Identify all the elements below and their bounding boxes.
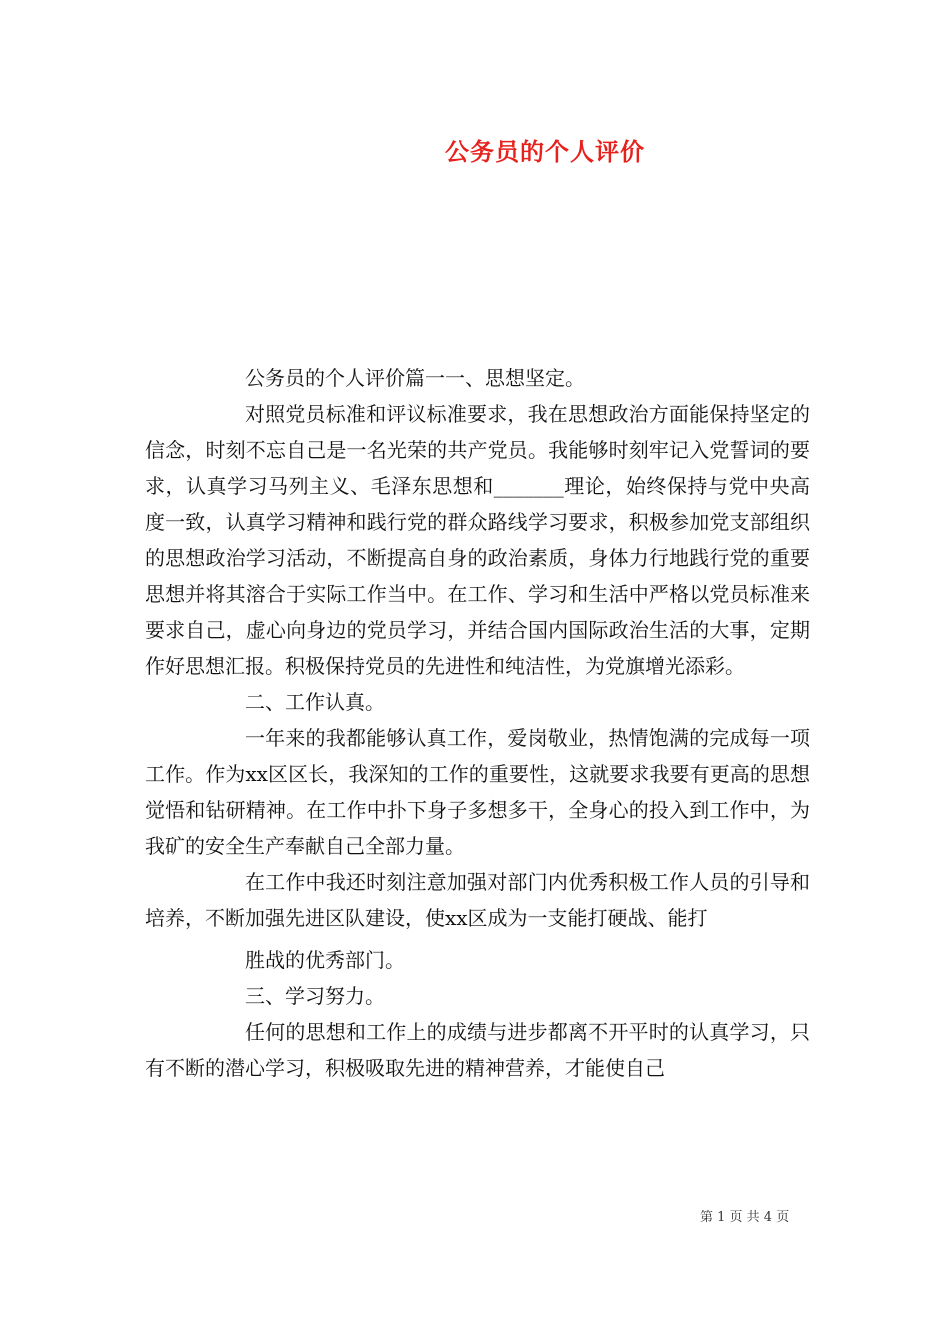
paragraph-6: 胜战的优秀部门。 <box>245 948 405 972</box>
paragraph-4: 一年来的我都能够认真工作，爱岗敬业，热情饱满的完成每一项工作。作为xx区区长，我深知的工作的重要性，这就要求我要有更高的思想觉悟和钻研精神。在工作中扑下身子多想多干，全身心的投入到工作中，为我矿的安全生产奉献自己全部力量。 <box>145 726 810 858</box>
paragraph-3: 二、工作认真。 <box>245 690 385 714</box>
paragraph-1: 公务员的个人评价篇一一、思想坚定。 <box>245 366 585 390</box>
paragraph-7: 三、学习努力。 <box>245 984 385 1008</box>
document-body <box>145 360 810 1086</box>
page-footer: 第 1 页 共 4 页 <box>700 1210 790 1225</box>
paragraph-2: 对照党员标准和评议标准要求，我在思想政治方面能保持坚定的信念，时刻不忘自己是一名光荣的共产党员。我能够时刻牢记入党誓词的要求，认真学习马列主义、毛泽东思想和_______理论，始终保持与党中央高度一致，认真学习精神和践行党的群众路线学习要求，积极参加党支部组织的思想政治学习活动，不断提高自身的政治素质，身体力行地践行党的重要思想并将其溶合于实际工作当中。在工作、学习和生活中严格以党员标准来要求自己，虚心向身边的党员学习，并结合国内国际政治生活的大事，定期作好思想汇报。积极保持党员的先进性和纯洁性，为党旗增光添彩。 <box>145 402 810 678</box>
paragraph-8: 任何的思想和工作上的成绩与进步都离不开平时的认真学习，只有不断的潜心学习，积极吸取先进的精神营养，才能使自己 <box>145 1020 810 1080</box>
document-title: 公务员的个人评价 <box>445 137 645 166</box>
paragraph-5: 在工作中我还时刻注意加强对部门内优秀积极工作人员的引导和培养，不断加强先进区队建设，使xx区成为一支能打硬战、能打 <box>145 870 810 930</box>
